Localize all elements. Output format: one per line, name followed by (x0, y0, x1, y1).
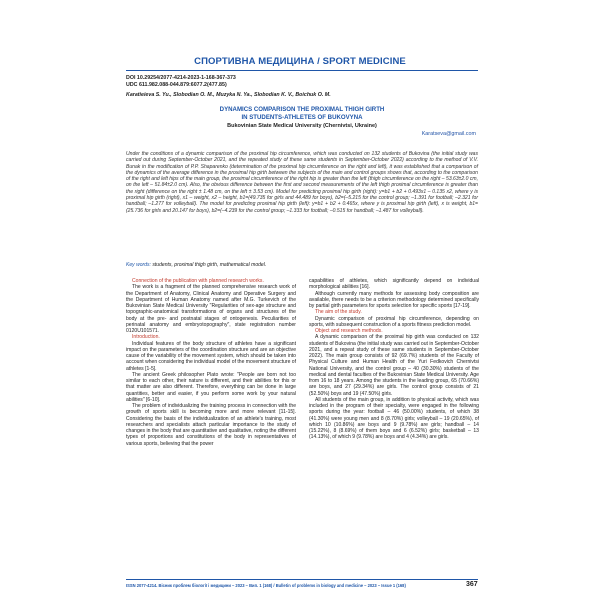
heading-introduction: Introduction. (132, 334, 160, 341)
journal-footer: ISSN 2077-4214. Вісник проблем біології і медицини – 2023 – Вип. 1 (168) / Bulletin of problems in biology and medicine – 2023 – Issue 1 (168) (126, 583, 406, 588)
paper-title (126, 106, 478, 121)
body-column-left (126, 278, 296, 447)
paragraph: Although currently many methods for assessing body composition are available, there needs to be a criterion methodology determined specifically by partial girth parameters for sports selection for specific sports [17-19]. (309, 290, 479, 309)
heading-aim: The aim of the study. (315, 309, 362, 316)
body-column-right (309, 278, 479, 441)
heading-connection: Connection of the publication with planned research works. (132, 278, 264, 284)
paragraph: A dynamic comparison of the proximal hip girth was conducted on 132 students of Bukovina (the initial study was carried out in September-October 2021, and a repeat study of these same students in September-October 2022). The main group consists of 92 (69.7%) students of the Faculty of Physical Culture and Human Health of the Yuri Fedkovich Chernivtsi National University, and the control group – 40 (30.30%) students of the medical and dental faculties of the Bukovinian State Medical University. Age from 16 to 18 years. Among the students in the leading group, 65 (70.66%) are boys, and 27 (29.34%) are girls. The control group consists of 21 (52.50%) boys and 19 (47.50%) girls. (309, 334, 479, 397)
section-divider (126, 70, 478, 71)
paragraph: The problem of individualizing the training process in connection with the growth of sports skill is becoming more and more relevant [11-15]. Considering the basis of the individualization of an athlete's training, most researchers and specialists attach particular importance to the study of changes in the body that are quantitative and qualitative, noting the different types of proportions and constitutions of the body in representatives of various sports, believing that the power (126, 403, 296, 447)
paragraph: Individual features of the body structure of athletes have a significant impact on the parameters of the coordination structure and are an objective cause of the variability of the movement system, which should be taken into account when considering the individual model of the movement structure of athletes [1-5]. (126, 340, 297, 372)
abstract: Under the conditions of a dynamic comparison of the proximal hip circumference, which was conducted on 132 students of Bukovina (the initial study was carried out during September-October 2021, and the repeated study of these same students in September-October 2022) according to the method of V.V. Bunak in the modification of P.P. Shaparenko (determination of the proximal hip circumference on the right and left), it was established that a comparison of the dynamics of the average difference in the proximal hip girth between the subjects of the main and control groups shows that, according to the comparison of the right and left hips of the main group, the proximal circumference of the right hip is greater than the left (thigh circumference on the right – 53.63±2.0 cm, on the left – 51.84±2.0 cm). Also, the obvious difference between the first and second measurements of the left thigh proximal circumference is greater than the right (difference on the right ± 1.48 cm, on the left ± 3.53 cm). Model for predicting proximal hip girth (right): y=b1 + b2 + 0.493x1 – 0.135 x2, where y is proximal hip girth (right), x1 – weight, x2 – height, b1=(49.735 for girls and 44.489 for boys), b2=(–5.215 for the control group; –1.391 for football; –2.321 for handball; –1.277 for volleyball). The model for predicting proximal hip girth (left): y=b1 + b2 + 0.465x, where y is proximal hip girth (left), x is weight, b1=(25.736 for girls and 20.147 for boys), b2=(–4.239 for the control group; –1.333 for football; –0.515 for handball; –1.487 for volleyball). (126, 151, 478, 214)
paragraph: capabilities of athletes, which significantly depend on individual morphological abilities [16]. (309, 278, 479, 291)
paragraph: The ancient Greek philosopher Plato wrote: "People are born not too similar to each other, their nature is different, and their abilities for this or that matter are also different. Therefore, everything can be done in large quantities, better and easier, if you perform some work by your natural abilities" [6-10]. (126, 371, 296, 403)
page-number: 367 (466, 581, 478, 588)
paper-title-line-2: IN STUDENTS-ATHLETES OF BUKOVYNA (241, 113, 363, 121)
keywords (126, 262, 478, 268)
keywords-label: Key words: (126, 262, 151, 268)
doi: DOI 10.29254/2077-4214-2023-1-168-367-373 (126, 75, 236, 81)
keywords-text: students, proximal thigh girth, mathematical model. (152, 262, 267, 268)
heading-methods: Object and research methods. (315, 328, 383, 334)
paragraph: All students of the main group, in addition to physical activity, which was included in the program of their specialty, were engaged in the following sports during the year: football – 46 (50.00%) students, of which 38 (41.30%) were young men and 8 (8.70%) girls; volleyball – 19 (20.65%), of which 10 (10.86%) are boys and 9 (9.78%) are girls; handball – 14 (15.22%), 8 (8.69%) of them boys and 6 (6.52%) girls; basketball – 13 (14.13%), of which 9 (9.78%) are boys and 4 (4.34%) are girls. (309, 396, 479, 441)
journal-section-title: СПОРТИВНА МЕДИЦИНА / SPORT MEDICINE (194, 56, 406, 67)
authors: Karatieieva S. Yu., Slobodian O. M., Muzyka N. Ya., Slobodian K. V., Boichuk O. M. (126, 92, 331, 98)
footer-divider (126, 579, 478, 580)
paragraph: Dynamic comparison of proximal hip circumference, depending on sports, with subsequent construction of a sports fitness prediction model. (309, 315, 479, 328)
affiliation: Bukovinian State Medical University (Chernivtsi, Ukraine) (227, 123, 377, 129)
paper-title-line-1: DYNAMICS COMPARISON THE PROXIMAL THIGH GIRTH (219, 106, 385, 113)
author-email-link[interactable]: Karatseva@gmail.com (421, 131, 476, 137)
paragraph: The work is a fragment of the planned comprehensive research work of the Department of Anatomy, Clinical Anatomy and Operative Surgery and the Department of Human Anatomy named after M.G. Turkevich of the Bukovinian State Medical University "Regularities of sex-age structure and topographic-anatomical transformations of organs and structures of the body at the pre- and postnatal stages of ontogenesis. Peculiarities of perinatal anatomy and embryotopography", state registration number 0120U101571. (126, 284, 296, 334)
udc: UDC 611.982.088-044.879:6077.2(477.85) (126, 82, 227, 88)
